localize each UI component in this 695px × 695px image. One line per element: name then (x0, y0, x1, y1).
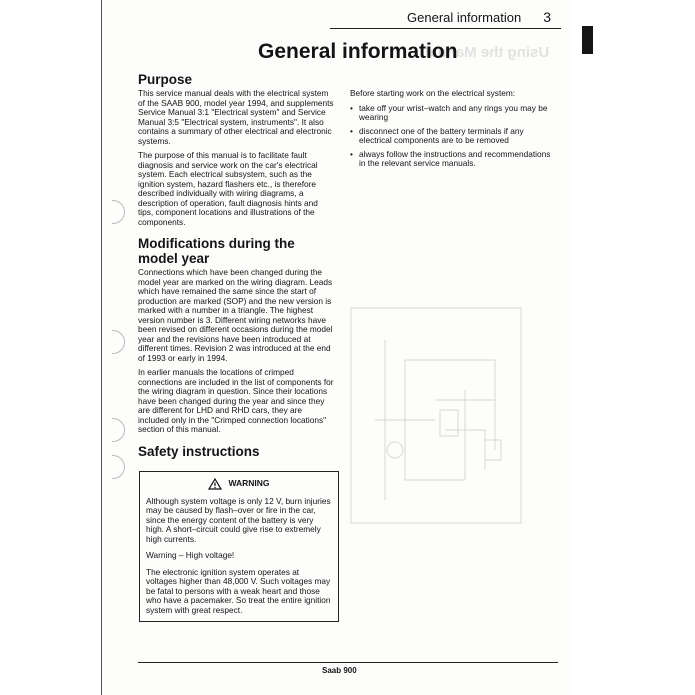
black-tab-marker (582, 26, 593, 54)
header-section: General information (407, 9, 522, 25)
bleed-through-diagram (345, 300, 530, 530)
warning-text: Warning – High voltage! (146, 550, 235, 560)
paragraph: This service manual deals with the electrical system of the SAAB 900, model year 1994, and supplements Service Manual 3:1 "Electrical system" and Service Manual 3:5 "Electrical system, instruments". It also contains a summary of other electrical and electronic systems. (138, 88, 334, 146)
before-work-list (350, 104, 555, 169)
paragraph: In earlier manuals the locations of crimped connections are included in the list of components for the wiring diagram in question. Since their locations have been changed during the year and since they are different for LHD and RHD cars, they are included only in the "Crimped connection locations" section of this manual. (138, 367, 334, 434)
paragraph: The purpose of this manual is to facilitate fault diagnosis and service work on the car's electrical system. Each electrical subsystem, such as the ignition system, hazard flashers etc., is therefore described individually with wiring diagrams, a description of operation, fault diagnosis hints and tips, component locations and illustrations of the components. (138, 150, 318, 227)
warning-header (146, 478, 332, 490)
running-header (330, 6, 561, 29)
warning-text: Although system voltage is only 12 V, burn injuries may be caused by flash–over or fire in the car, since the energy content of the battery is very high. A short–circuit could give rise to extremely high currents. (146, 495, 331, 544)
warning-label: WARNING (228, 477, 270, 488)
modifications-heading: Modifications during the model year (138, 236, 295, 266)
bleed-through-text: Using the Manual (425, 44, 550, 61)
footer-text: Saab 900 (322, 666, 357, 675)
paragraph: Connections which have been changed during the model year are marked on the wiring diagram. Leads which have remained the same since the start of production are marked (SOP) and the new version is marked with a number in a triangle. The highest version number is 3. Different wiring networks have been revised on different occasions during the model year and the revisions have been introduced at different times. Revision 2 was introduced at the end of 1993 or early in 1994. (138, 267, 333, 363)
page-number: 3 (543, 9, 551, 25)
before-work-intro: Before starting work on the electrical system: (350, 88, 516, 98)
list-item: • disconnect one of the battery terminals if any electrical components are to be removed (350, 127, 555, 146)
footer-rule (138, 662, 558, 663)
left-column (138, 72, 334, 622)
right-column (350, 89, 555, 173)
list-item: • always follow the instructions and recommendations in the relevant service manuals. (350, 150, 555, 169)
warning-box (139, 471, 339, 623)
safety-heading: Safety instructions (138, 443, 260, 459)
list-item: • take off your wrist–watch and any rings you may be wearing (350, 104, 555, 123)
page-title: General information (258, 40, 458, 63)
warning-text: The electronic ignition system operates at voltages higher than 48,000 V. Such voltages may be fatal to persons with a weak heart and those who have a pacemaker. So treat the entire ignition system with great respect. (146, 566, 331, 615)
purpose-heading: Purpose (138, 72, 193, 87)
warning-triangle-icon (208, 478, 222, 490)
